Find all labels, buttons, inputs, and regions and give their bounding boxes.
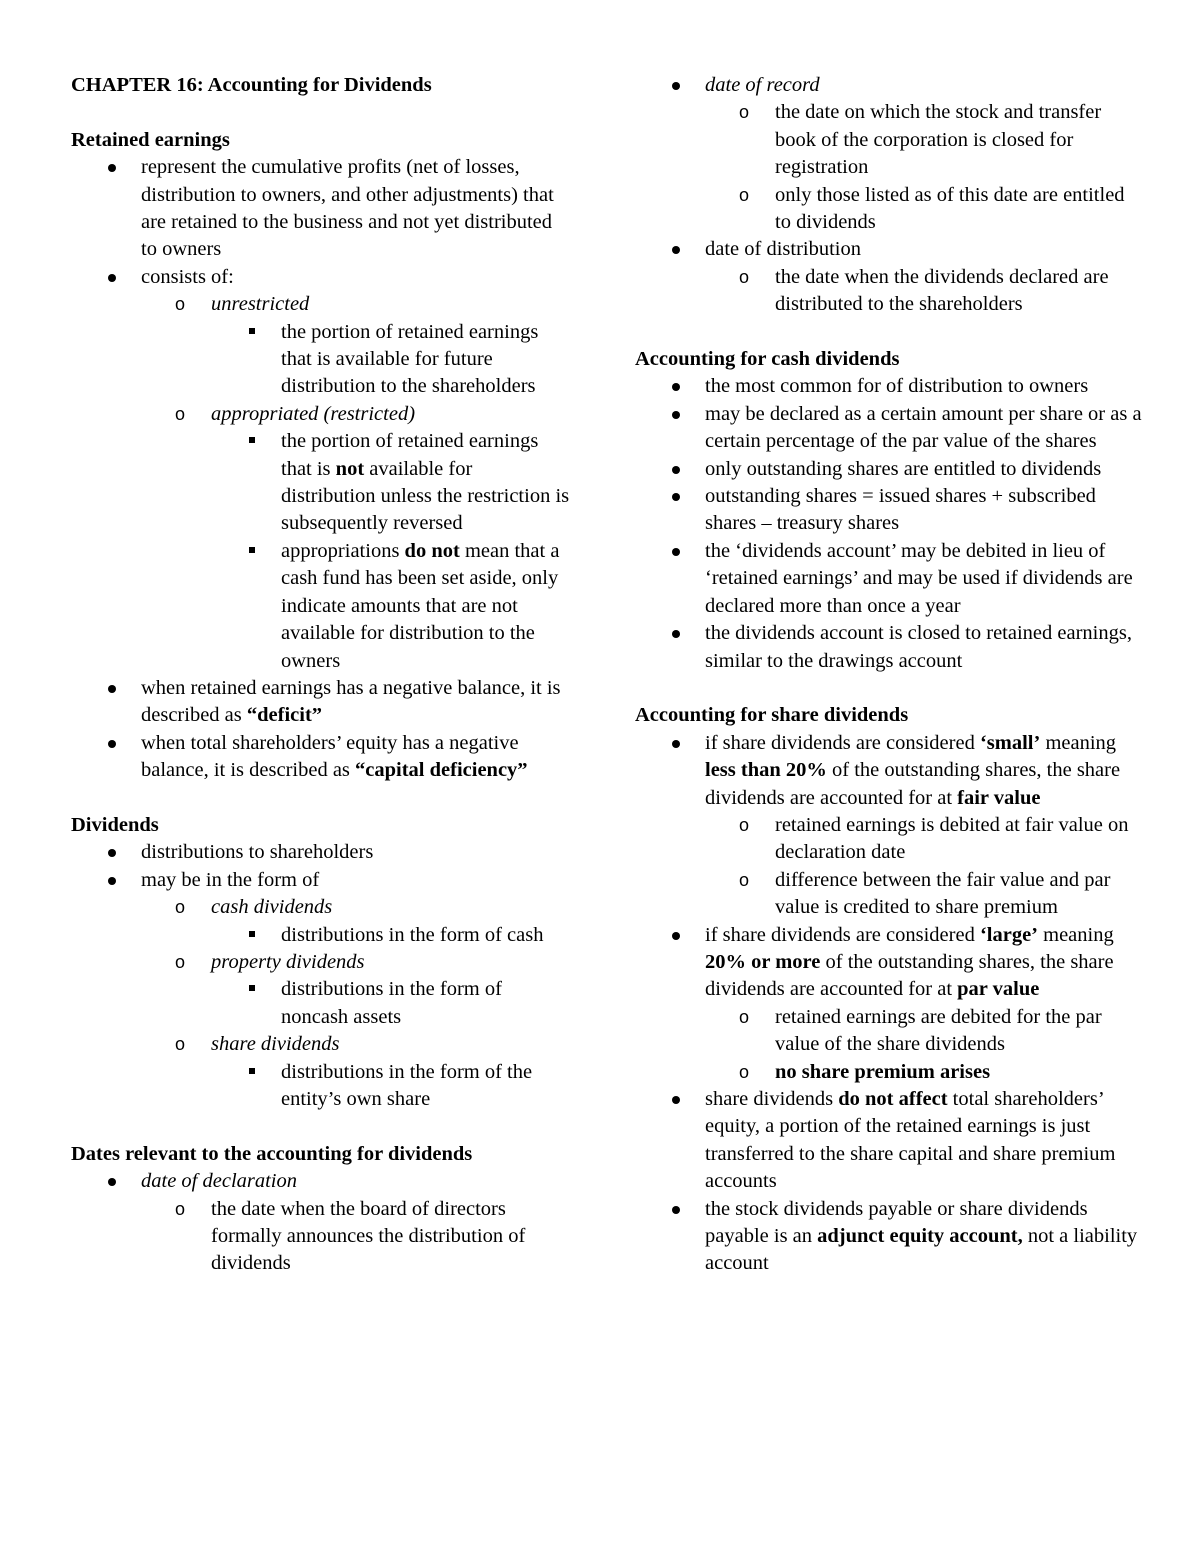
list-item: if share dividends are considered ‘large’ meaning 20% or more of the outstanding shares, the share dividends are accounted for at par value o retained earnings are debited for the par value of the share dividends o no share premium arises	[635, 922, 1145, 1086]
list-item: o retained earnings are debited for the par value of the share dividends	[705, 1004, 1145, 1059]
list-item: o difference between the fair value and par value is credited to share premium	[705, 867, 1145, 922]
list-item: when retained earnings has a negative balance, it is described as “deficit”	[71, 675, 571, 730]
list-item: the most common for of distribution to owners	[635, 373, 1145, 400]
list-item: consists of: o unrestricted the portion of retained earnings that is available for future distribution to the shareholders o appropriated (restricted) the portion of retained earnings that is not available for distribution unless the restriction is subsequently reversed appropriations do not mean that a cash fund has been set aside, only indicate amounts that are not available for distribution to the owners	[71, 264, 571, 675]
sub-list	[635, 99, 1145, 236]
list-item: o unrestricted the portion of retained earnings that is available for future distribution to the shareholders	[141, 291, 571, 401]
list-item: distributions in the form of cash	[211, 922, 571, 949]
share-dividends-heading: Accounting for share dividends	[635, 704, 909, 727]
list-item: may be in the form of o cash dividends distributions in the form of cash o property dividends distributions in the form of noncash assets o share dividends distributions in the form of the entity’s own share	[71, 867, 571, 1114]
list-item: distributions to shareholders	[71, 839, 571, 866]
dividends-list	[71, 839, 571, 1113]
left-column	[71, 72, 571, 1278]
dates-heading: Dates relevant to the accounting for dividends	[71, 1142, 473, 1165]
list-item: share dividends do not affect total shareholders’ equity, a portion of the retained earnings is just transferred to the share capital and share premium accounts	[635, 1086, 1145, 1196]
right-column	[635, 72, 1145, 1278]
list-item: outstanding shares = issued shares + subscribed shares – treasury shares	[635, 483, 1145, 538]
list-item: if share dividends are considered ‘small’ meaning less than 20% of the outstanding shares, the share dividends are accounted for at fair value o retained earnings is debited at fair value on declaration date o difference between the fair value and par value is credited to share premium	[635, 730, 1145, 922]
list-item: o only those listed as of this date are entitled to dividends	[705, 182, 1145, 237]
dividends-heading: Dividends	[71, 813, 159, 836]
list-item: o property dividends distributions in the form of noncash assets	[141, 949, 571, 1031]
list-item: date of distribution o the date when the dividends declared are distributed to the shareholders	[635, 236, 1145, 318]
sub-list	[635, 1004, 1145, 1086]
list-item: o share dividends distributions in the form of the entity’s own share	[141, 1031, 571, 1113]
list-item: o appropriated (restricted) the portion of retained earnings that is not available for distribution unless the restriction is subsequently reversed appropriations do not mean that a cash fund has been set aside, only indicate amounts that are not available for distribution to the owners	[141, 401, 571, 675]
sub-sub-list	[141, 428, 571, 675]
sub-sub-list	[141, 319, 571, 401]
list-item: the ‘dividends account’ may be debited in lieu of ‘retained earnings’ and may be used if dividends are declared more than once a year	[635, 538, 1145, 620]
chapter-title: CHAPTER 16: Accounting for Dividends	[71, 74, 432, 96]
dates-list-continued	[635, 72, 1145, 319]
list-item: o the date when the dividends declared are distributed to the shareholders	[705, 264, 1145, 319]
retained-earnings-heading: Retained earnings	[71, 128, 230, 151]
dates-list	[71, 1168, 571, 1278]
list-item: distributions in the form of the entity’s own share	[211, 1059, 571, 1114]
sub-sub-list	[141, 922, 571, 949]
cash-dividends-heading: Accounting for cash dividends	[635, 348, 900, 371]
list-item: o retained earnings is debited at fair value on declaration date	[705, 812, 1145, 867]
sub-sub-list	[141, 976, 571, 1031]
list-item: the stock dividends payable or share dividends payable is an adjunct equity account, not a liability account	[635, 1196, 1145, 1278]
sub-sub-list	[141, 1059, 571, 1114]
retained-earnings-list	[71, 154, 571, 784]
share-dividends-list	[635, 730, 1145, 1278]
list-item: appropriations do not mean that a cash fund has been set aside, only indicate amounts that are not available for distribution to the owners	[211, 538, 571, 675]
list-item: the dividends account is closed to retained earnings, similar to the drawings account	[635, 620, 1145, 675]
sub-list	[635, 264, 1145, 319]
list-item: when total shareholders’ equity has a negative balance, it is described as “capital deficiency”	[71, 730, 571, 785]
list-item: o no share premium arises	[705, 1059, 1145, 1086]
list-item: date of declaration o the date when the board of directors formally announces the distribution of dividends	[71, 1168, 571, 1278]
list-item: may be declared as a certain amount per share or as a certain percentage of the par value of the shares	[635, 401, 1145, 456]
sub-list	[635, 812, 1145, 922]
sub-list	[71, 894, 571, 1113]
sub-list	[71, 291, 571, 675]
list-item: only outstanding shares are entitled to dividends	[635, 456, 1145, 483]
list-item: the portion of retained earnings that is available for future distribution to the shareholders	[211, 319, 571, 401]
cash-dividends-list	[635, 373, 1145, 674]
sub-list	[71, 1196, 571, 1278]
list-item: the portion of retained earnings that is not available for distribution unless the restriction is subsequently reversed	[211, 428, 571, 538]
list-item: o the date when the board of directors formally announces the distribution of dividends	[141, 1196, 571, 1278]
list-item: date of record o the date on which the stock and transfer book of the corporation is closed for registration o only those listed as of this date are entitled to dividends	[635, 72, 1145, 236]
list-item: distributions in the form of noncash assets	[211, 976, 571, 1031]
list-item: o cash dividends distributions in the form of cash	[141, 894, 571, 949]
list-item: o the date on which the stock and transfer book of the corporation is closed for registration	[705, 99, 1145, 181]
list-item: represent the cumulative profits (net of losses, distribution to owners, and other adjustments) that are retained to the business and not yet distributed to owners	[71, 154, 571, 264]
